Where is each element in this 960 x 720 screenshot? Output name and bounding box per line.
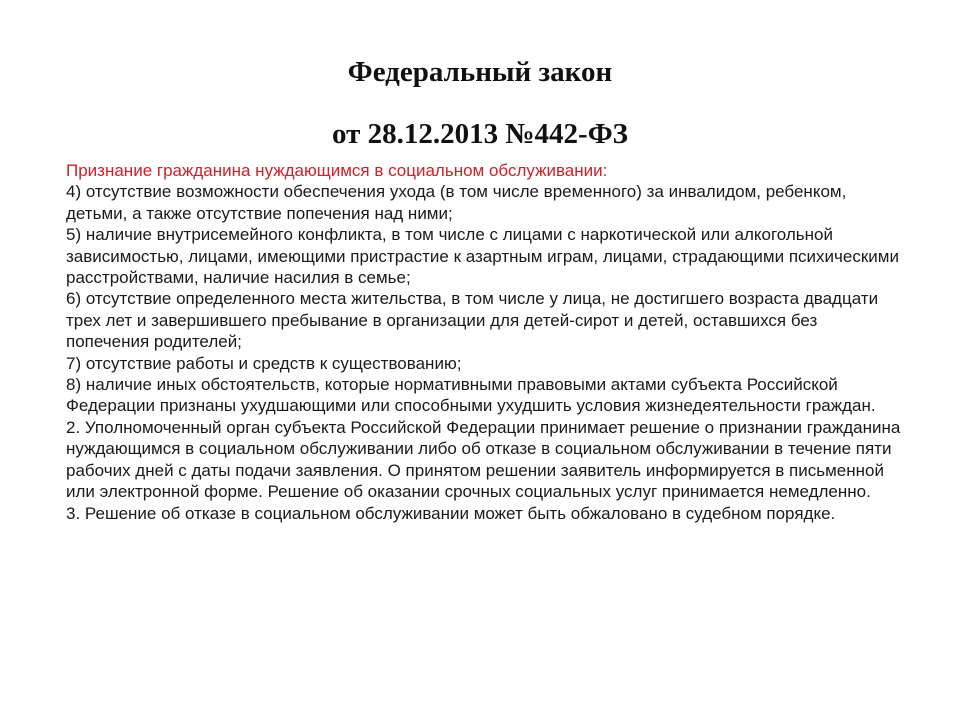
paragraph-item-6: 6) отсутствие определенного места жительства, в том числе у лица, не достигшего возраста двадцати трех лет и завершившего пребывание в организации для детей-сирот и детей, оставшихся без попечения родителей; bbox=[66, 289, 879, 352]
paragraph-item-7: 7) отсутствие работы и средств к существованию; bbox=[66, 353, 462, 373]
page-title bbox=[0, 52, 960, 154]
title-line-law: Федеральный закон bbox=[347, 56, 613, 88]
paragraph-item-8: 8) наличие иных обстоятельств, которые нормативными правовыми актами субъекта Российской Федерации признаны ухудшающими или способными ухудшить условия жизнедеятельности граждан. bbox=[66, 375, 876, 416]
title-line-date-number: от 28.12.2013 №442-ФЗ bbox=[332, 118, 628, 150]
paragraph-clause-3: 3. Решение об отказе в социальном обслуживании может быть обжаловано в судебном порядке. bbox=[66, 503, 836, 523]
paragraph-item-5: 5) наличие внутрисемейного конфликта, в том числе с лицами с наркотической или алкогольной зависимостью, лицами, имеющими пристрастие к азартным играм, лицами, страдающими психическими расстройствами, наличие насилия в семье; bbox=[66, 225, 899, 288]
body-text bbox=[66, 160, 902, 524]
paragraph-clause-2: 2. Уполномоченный орган субъекта Российской Федерации принимает решение о признании гражданина нуждающимся в социальном обслуживании либо об отказе в социальном обслуживании в течение пяти рабочих дней с даты подачи заявления. О принятом решении заявитель информируется в письменной или электронной форме. Решение об оказании срочных социальных услуг принимается немедленно. bbox=[66, 417, 901, 502]
paragraph-item-4: 4) отсутствие возможности обеспечения ухода (в том числе временного) за инвалидом, ребенком, детьми, а также отсутствие попечения над ними; bbox=[66, 182, 847, 223]
section-subtitle: Признание гражданина нуждающимся в социальном обслуживании: bbox=[66, 161, 608, 180]
